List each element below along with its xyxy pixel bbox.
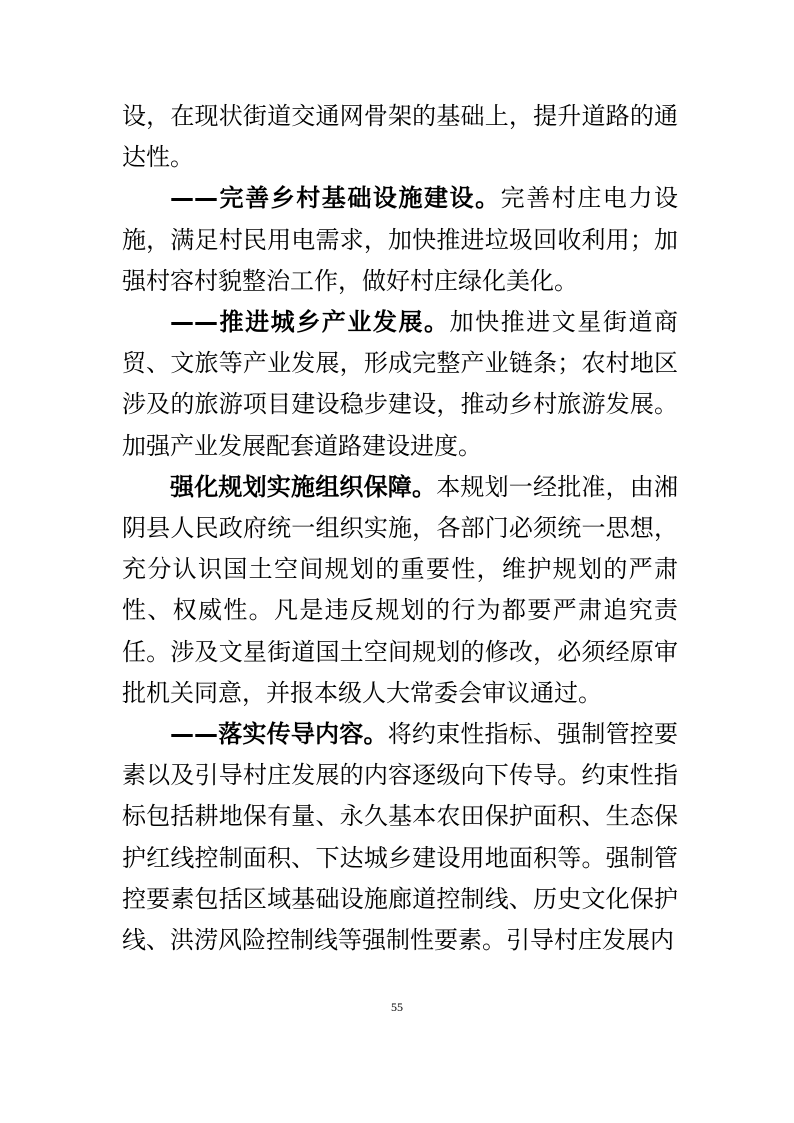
paragraph-heading: ——落实传导内容。	[170, 720, 388, 749]
page-number: 55	[391, 1000, 403, 1014]
paragraph-industry-development	[122, 302, 678, 467]
document-body	[122, 96, 678, 961]
paragraph-heading: ——完善乡村基础设施建设。	[170, 184, 501, 213]
paragraph-text: 加快推进文星街道商贸、文旅等产业发展，形成完整产业链条；农村地区涉及的旅游项目建设稳步建设，推动乡村旅游发展。加强产业发展配套道路建设进度。	[122, 308, 679, 460]
paragraph-heading: 强化规划实施组织保障。	[170, 472, 437, 501]
paragraph-heading: ——推进城乡产业发展。	[170, 308, 450, 337]
paragraph-implementation-guarantee	[122, 467, 678, 714]
paragraph-text: 本规划一经批准，由湘阴县人民政府统一组织实施，各部门必须统一思想，充分认识国土空间规划的重要性，维护规划的严肃性、权威性。凡是违反规划的行为都要严肃追究责任。涉及文星街道国土空间规划的修改，必须经原审批机关同意，并报本级人大常委会审议通过。	[122, 472, 679, 707]
paragraph-transmission-content	[122, 714, 678, 961]
paragraph-text: 完善村庄电力设施，满足村民用电需求，加快推进垃圾回收利用；加强村容村貌整治工作，做好村庄绿化美化。	[122, 184, 679, 295]
paragraph-text: 将约束性指标、强制管控要素以及引导村庄发展的内容逐级向下传导。约束性指标包括耕地保有量、永久基本农田保护面积、生态保护红线控制面积、下达城乡建设用地面积等。强制管控要素包括区域基础设施廊道控制线、历史文化保护线、洪涝风险控制线等强制性要素。引导村庄发展内	[122, 720, 679, 955]
paragraph-text: 设，在现状街道交通网骨架的基础上，提升道路的通达性。	[122, 102, 678, 172]
paragraph-continuation	[122, 96, 678, 178]
paragraph-rural-infrastructure	[122, 178, 678, 302]
